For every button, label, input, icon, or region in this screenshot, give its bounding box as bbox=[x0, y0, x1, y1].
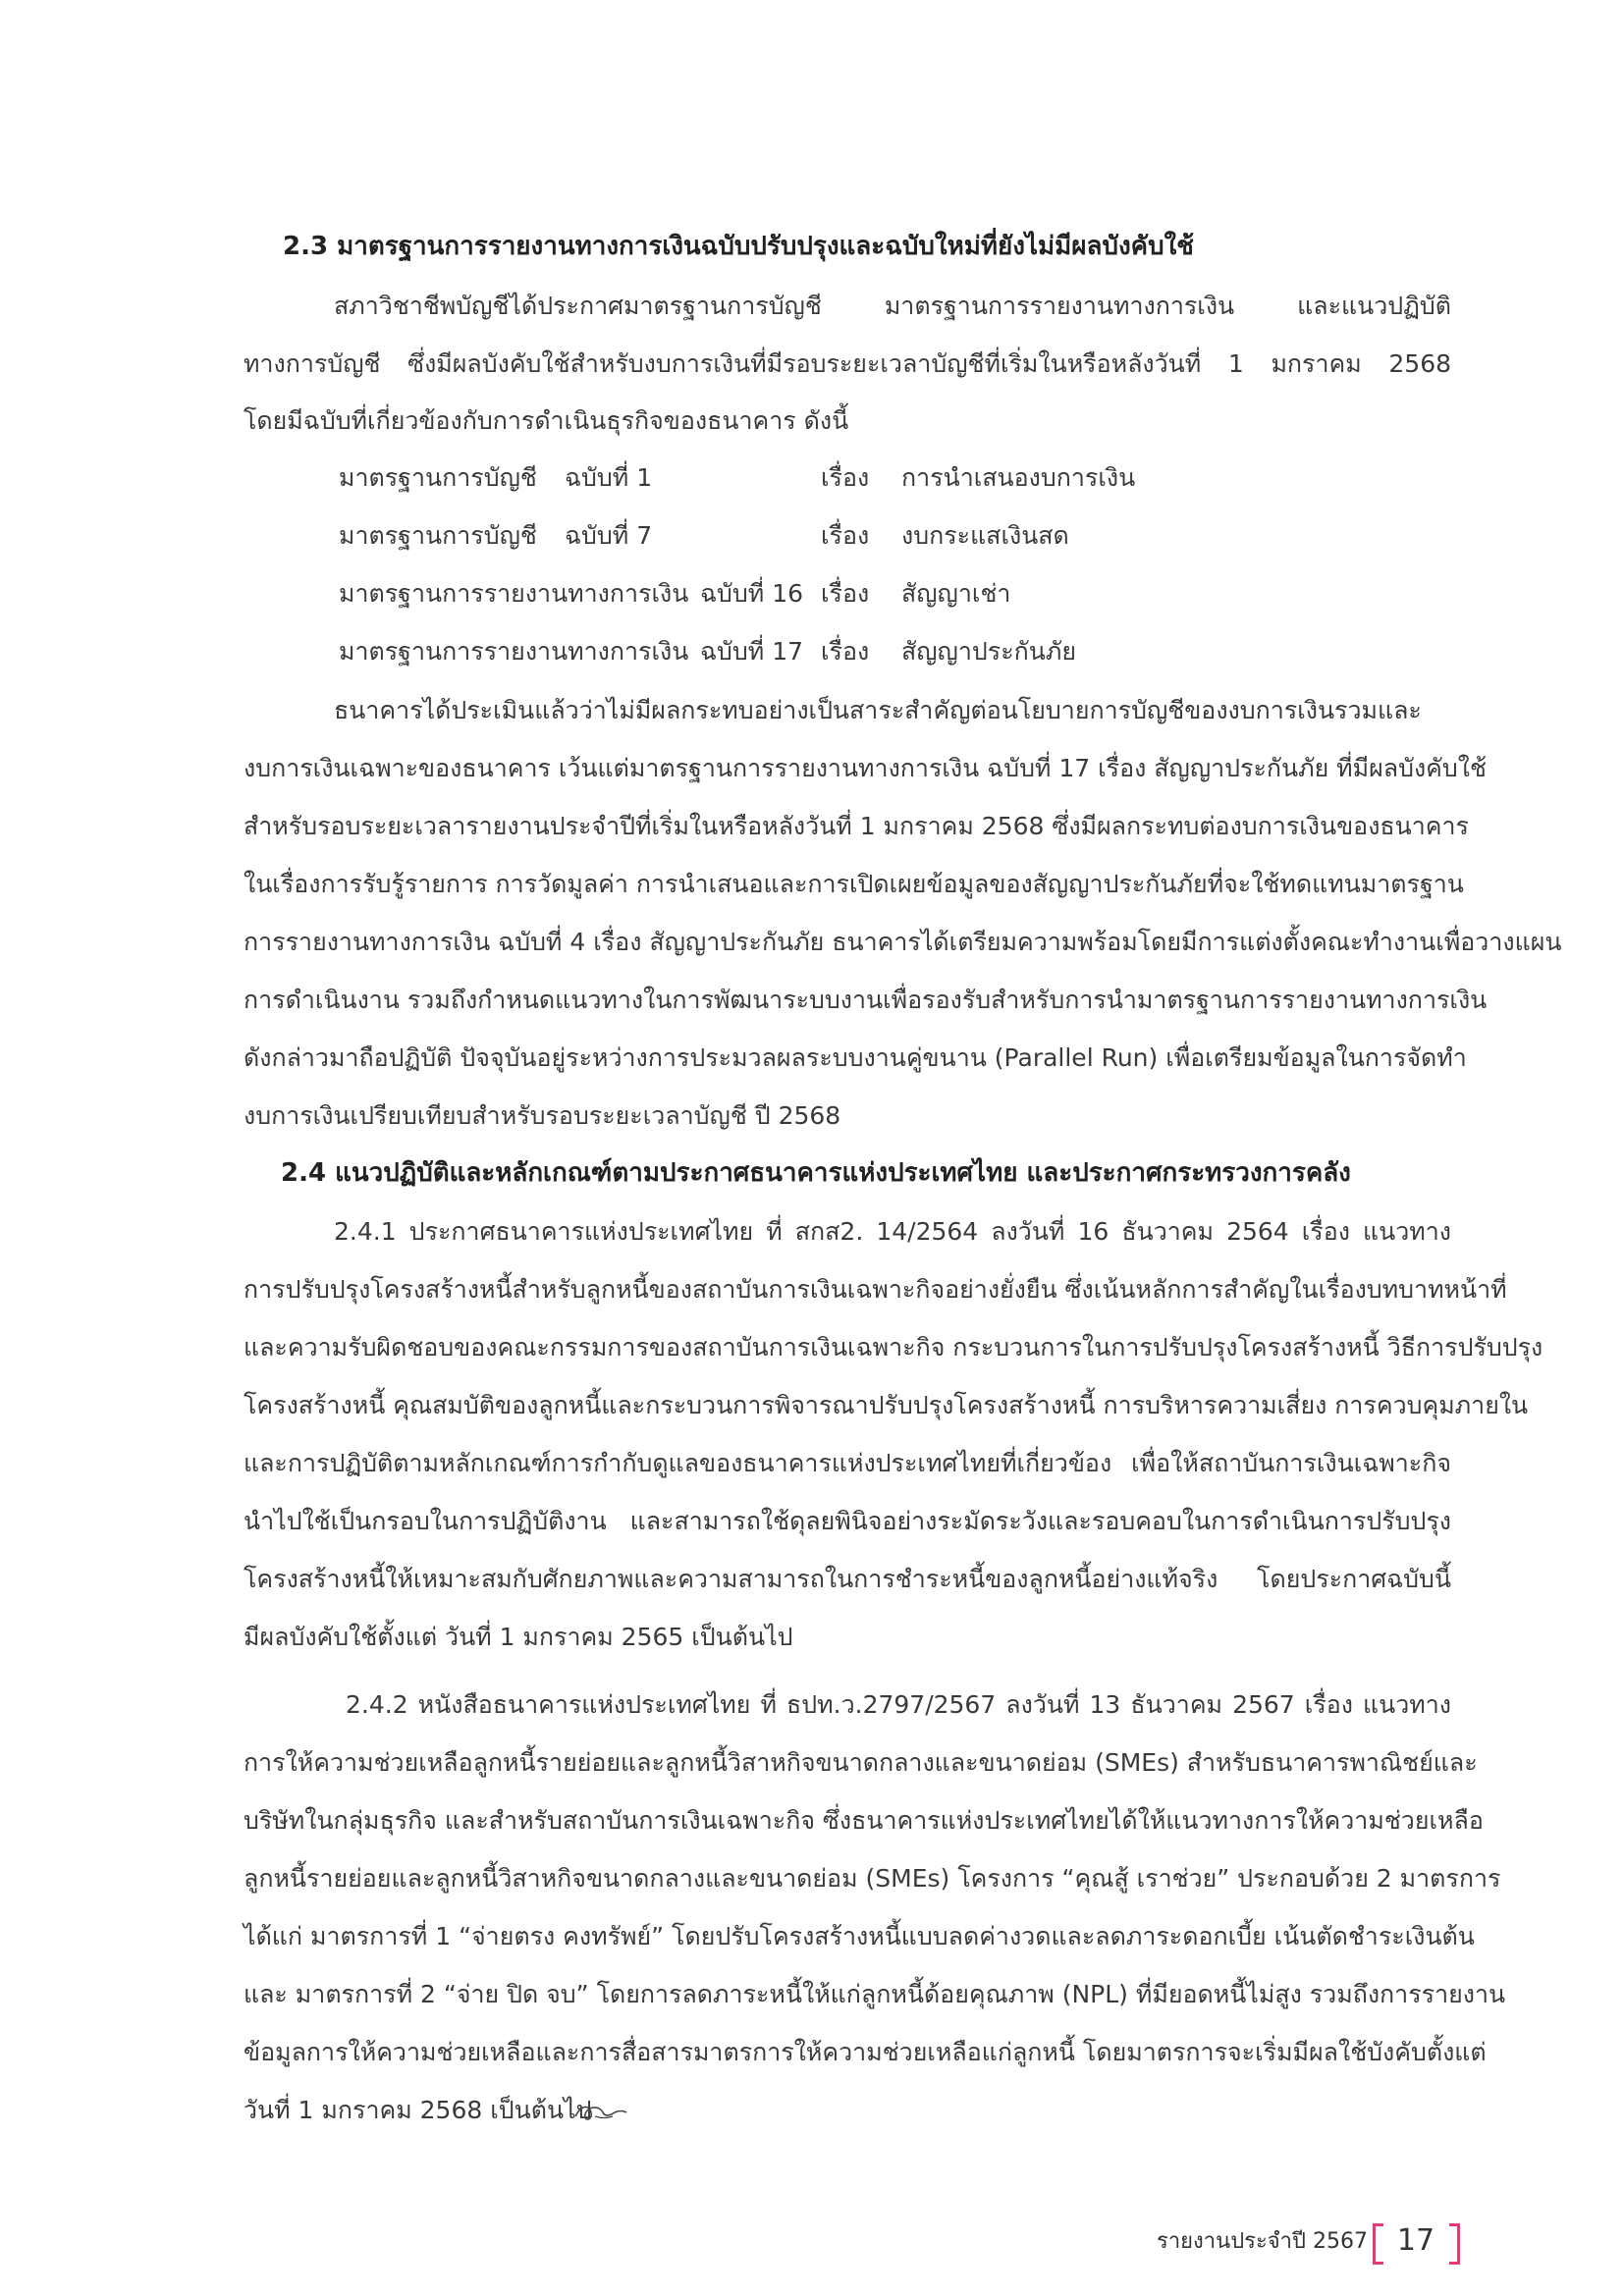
para-2-4-2-line: ข้อมูลการให้ความช่วยเหลือและการสื่อสารมาตรการให้ความช่วยเหลือแก่ลูกหนี้ โดยมาตรการจะเริ่มมีผลใช้บังคับตั้งแต่ bbox=[244, 2038, 1487, 2066]
para-2-4-2-line: บริษัทในกลุ่มธุรกิจ และสำหรับสถาบันการเงินเฉพาะกิจ ซึ่งธนาคารแห่งประเทศไทยได้ให้แนวทางการให้ความช่วยเหลือ bbox=[244, 1806, 1484, 1835]
section-2-3-assessment-line: ดังกล่าวมาถือปฏิบัติ ปัจจุบันอยู่ระหว่างการประมวลผลระบบงานคู่ขนาน (Parallel Run) เพื่อเตรียมข้อมูลในการจัดทำ bbox=[244, 1043, 1467, 1072]
section-2-3-assessment-line: ในเรื่องการรับรู้รายการ การวัดมูลค่า การนำเสนอและการเปิดเผยข้อมูลของสัญญาประกันภัยที่จะใช้ทดแทนมาตรฐาน bbox=[244, 870, 1464, 898]
section-2-3-assessment-line: การดำเนินงาน รวมถึงกำหนดแนวทางในการพัฒนาระบบงานเพื่อรองรับสำหรับการนำมาตรฐานการรายงานทางการเงิน bbox=[244, 986, 1488, 1014]
para-2-4-1-line: โครงสร้างหนี้ คุณสมบัติของลูกหนี้และกระบวนการพิจารณาปรับปรุงโครงสร้างหนี้ การบริหารความเสี่ยง การควบคุมภายใน bbox=[244, 1391, 1529, 1419]
standard-number: ฉบับที่ 17 bbox=[700, 637, 804, 666]
standard-subject: งบกระแสเงินสด bbox=[901, 521, 1069, 550]
standard-type: มาตรฐานการรายงานทางการเงิน bbox=[339, 579, 689, 608]
section-2-4-heading: 2.4 แนวปฏิบัติและหลักเกณฑ์ตามประกาศธนาคารแห่งประเทศไทย และประกาศกระทรวงการคลัง bbox=[281, 1158, 1351, 1188]
standard-subject: สัญญาเช่า bbox=[901, 579, 1011, 608]
para-2-4-2-line: และ มาตรการที่ 2 “จ่าย ปิด จบ” โดยการลดภาระหนี้ให้แก่ลูกหนี้ด้อยคุณภาพ (NPL) ที่มียอดหนี้ไม่สูง รวมถึงการรายงาน bbox=[244, 1980, 1506, 2008]
para-2-4-2-line: วันที่ 1 มกราคม 2568 เป็นต้นไป bbox=[244, 2096, 592, 2124]
section-2-3-assessment-line: สำหรับรอบระยะเวลารายงานประจำปีที่เริ่มในหรือหลังวันที่ 1 มกราคม 2568 ซึ่งมีผลกระทบต่องบการเงินของธนาคาร bbox=[244, 812, 1469, 840]
section-2-3-assessment-line: งบการเงินเปรียบเทียบสำหรับรอบระยะเวลาบัญชี ปี 2568 bbox=[244, 1101, 841, 1130]
para-2-4-1-line: และการปฏิบัติตามหลักเกณฑ์การกำกับดูแลของธนาคารแห่งประเทศไทยที่เกี่ยวข้อง เพื่อให้สถาบันการเงินเฉพาะกิจ bbox=[244, 1449, 1451, 1477]
standard-number: ฉบับที่ 1 bbox=[565, 463, 653, 492]
section-2-3-assessment-line: ธนาคารได้ประเมินแล้วว่าไม่มีผลกระทบอย่างเป็นสาระสำคัญต่อนโยบายการบัญชีของงบการเงินรวมและ bbox=[334, 696, 1422, 724]
footer-report-title: รายงานประจำปี 2567 bbox=[1157, 2229, 1368, 2254]
standard-type: มาตรฐานการรายงานทางการเงิน bbox=[339, 637, 689, 666]
handwritten-initial-mark bbox=[573, 2099, 628, 2124]
standard-subject-label: เรื่อง bbox=[821, 463, 870, 492]
standard-subject-label: เรื่อง bbox=[821, 637, 870, 666]
para-2-4-1-line: โครงสร้างหนี้ให้เหมาะสมกับศักยภาพและความสามารถในการชำระหนี้ของลูกหนี้อย่างแท้จริง โดยประกาศฉบับนี้ bbox=[244, 1565, 1451, 1593]
standard-subject: การนำเสนองบการเงิน bbox=[901, 463, 1136, 492]
section-2-3-intro-line: โดยมีฉบับที่เกี่ยวข้องกับการดำเนินธุรกิจของธนาคาร ดังนี้ bbox=[244, 406, 849, 435]
para-2-4-2-line: ได้แก่ มาตรการที่ 1 “จ่ายตรง คงทรัพย์” โดยปรับโครงสร้างหนี้แบบลดค่างวดและลดภาระดอกเบี้ย เน้นตัดชำระเงินต้น bbox=[244, 1922, 1475, 1950]
standard-subject: สัญญาประกันภัย bbox=[901, 637, 1076, 666]
page-number-bracket-right bbox=[1449, 2223, 1460, 2265]
para-2-4-2-line: ลูกหนี้รายย่อยและลูกหนี้วิสาหกิจขนาดกลางและขนาดย่อม (SMEs) โครงการ “คุณสู้ เราช่วย” ประกอบด้วย 2 มาตรการ bbox=[244, 1864, 1501, 1893]
para-2-4-1-line: การปรับปรุงโครงสร้างหนี้สำหรับลูกหนี้ของสถาบันการเงินเฉพาะกิจอย่างยั่งยืน ซึ่งเน้นหลักการสำคัญในเรื่องบทบาทหน้าที่ bbox=[244, 1275, 1507, 1304]
section-2-3-heading: 2.3 มาตรฐานการรายงานทางการเงินฉบับปรับปรุงและฉบับใหม่ที่ยังไม่มีผลบังคับใช้ bbox=[283, 232, 1194, 261]
standard-type: มาตรฐานการบัญชี bbox=[339, 463, 537, 492]
standard-subject-label: เรื่อง bbox=[821, 579, 870, 608]
section-2-3-intro-line: ทางการบัญชี ซึ่งมีผลบังคับใช้สำหรับงบการเงินที่มีรอบระยะเวลาบัญชีที่เริ่มในหรือหลังวันที่ 1 มกราคม 2568 bbox=[244, 349, 1451, 378]
para-2-4-1-line: มีผลบังคับใช้ตั้งแต่ วันที่ 1 มกราคม 2565 เป็นต้นไป bbox=[244, 1623, 793, 1651]
standard-number: ฉบับที่ 7 bbox=[565, 521, 653, 550]
section-2-3-intro-line: สภาวิชาชีพบัญชีได้ประกาศมาตรฐานการบัญชี มาตรฐานการรายงานทางการเงิน และแนวปฏิบัติ bbox=[334, 292, 1451, 320]
section-2-3-assessment-line: งบการเงินเฉพาะของธนาคาร เว้นแต่มาตรฐานการรายงานทางการเงิน ฉบับที่ 17 เรื่อง สัญญาประกันภัย ที่มีผลบังคับใช้ bbox=[244, 754, 1487, 782]
para-2-4-2-line: การให้ความช่วยเหลือลูกหนี้รายย่อยและลูกหนี้วิสาหกิจขนาดกลางและขนาดย่อม (SMEs) สำหรับธนาคารพาณิชย์และ bbox=[244, 1748, 1478, 1777]
standard-number: ฉบับที่ 16 bbox=[700, 579, 804, 608]
section-2-3-assessment-line: การรายงานทางการเงิน ฉบับที่ 4 เรื่อง สัญญาประกันภัย ธนาคารได้เตรียมความพร้อมโดยมีการแต่งตั้งคณะทำงานเพื่อวางแผน bbox=[244, 928, 1562, 956]
para-2-4-1-line: นำไปใช้เป็นกรอบในการปฏิบัติงาน และสามารถใช้ดุลยพินิจอย่างระมัดระวังและรอบคอบในการดำเนินการปรับปรุง bbox=[244, 1507, 1451, 1535]
para-2-4-1-line: และความรับผิดชอบของคณะกรรมการของสถาบันการเงินเฉพาะกิจ กระบวนการในการปรับปรุงโครงสร้างหนี้ วิธีการปรับปรุง bbox=[244, 1333, 1543, 1362]
standard-subject-label: เรื่อง bbox=[821, 521, 870, 550]
page-number: 17 bbox=[1396, 2223, 1435, 2258]
para-2-4-2-line: 2.4.2 หนังสือธนาคารแห่งประเทศไทย ที่ ธปท.ว.2797/2567 ลงวันที่ 13 ธันวาคม 2567 เรื่อง แนวทาง bbox=[346, 1690, 1451, 1719]
page-number-bracket-left bbox=[1373, 2223, 1383, 2265]
standard-type: มาตรฐานการบัญชี bbox=[339, 521, 537, 550]
para-2-4-1-line: 2.4.1 ประกาศธนาคารแห่งประเทศไทย ที่ สกส2. 14/2564 ลงวันที่ 16 ธันวาคม 2564 เรื่อง แนวทาง bbox=[334, 1217, 1451, 1246]
